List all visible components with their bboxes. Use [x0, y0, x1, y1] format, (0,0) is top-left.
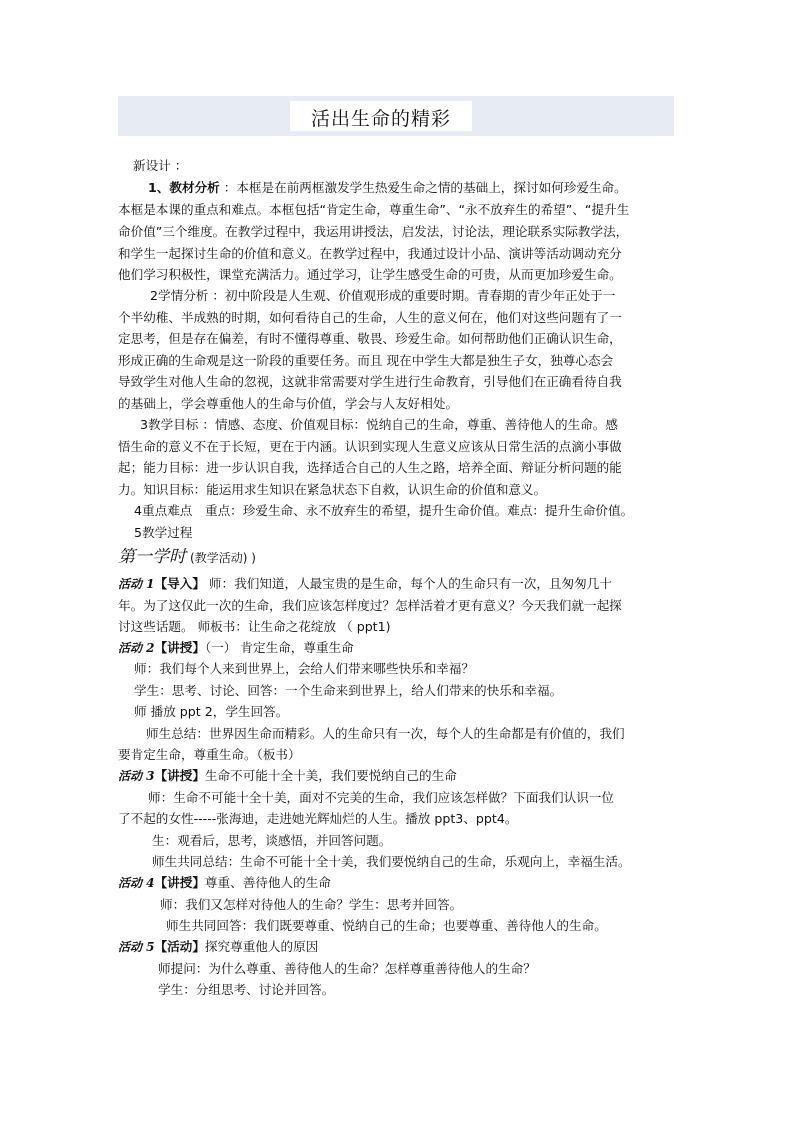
section2-line: 个半幼稚、半成熟的时期，如何看待自己的生命，人生的意义何在，他们对这些问题有了一	[118, 310, 622, 325]
section3-line: 悟生命的意义不在于长短，更在于内涵。认识到实现人生意义应该从日常生活的点滴小事做	[118, 439, 622, 454]
section1-line: 他们学习积极性，课堂充满活力。通过学习，让学生感受生命的可贵，从而更加珍爱生命。	[118, 267, 622, 282]
activity1-line: 年。为了这仅此一次的生命，我们应该怎样度过？怎样活着才更有意义？今天我们就一起探	[118, 598, 622, 613]
activity2-line: 师：我们每个人来到世界上，会给人们带来哪些快乐和幸福？	[134, 661, 475, 676]
section2-line: 导致学生对他人生命的忽视，这就非常需要对学生进行生命教育，引导他们在正确看待自我	[118, 374, 622, 389]
section1-line: 本框是本课的重点和难点。本框包括“肯定生命，尊重生命”、“永不放弃生的希望”、“提升生	[118, 202, 630, 217]
activity2-line: 要肯定生命，尊重生命。（板书）	[118, 747, 301, 762]
activity2-line: 师 播放 ppt 2，学生回答。	[134, 704, 289, 719]
activity1-line: 讨这些话题。 师板书：让生命之花绽放 （ ppt1)	[118, 619, 391, 634]
lesson-note: (教学活动) )	[190, 551, 256, 565]
activity5-tag: 【活动】	[154, 939, 205, 954]
activity3-line: 活动 3【讲授】生命不可能十全十美，我们要悦纳自己的生命	[118, 768, 457, 783]
section5-heading: 5教学过程	[134, 525, 193, 540]
activity1-line: 活动 1【导入】 师：我们知道，人最宝贵的是生命，每个人的生命只有一次，且匆匆几十	[118, 576, 612, 591]
activity3-line: 了不起的女性-----张海迪，走进她光辉灿烂的人生。播放 ppt3、ppt4。	[118, 811, 518, 826]
section3-line: 3教学目标 ：情感、态度、价值观目标：悦纳自己的生命，尊重、善待他人的生命。感	[140, 417, 618, 432]
section1-line: 1、教材分析 ：本框是在前两框激发学生热爱生命之情的基础上，探讨如何珍爱生命。	[148, 180, 627, 195]
activity4-line: 师生共同回答：我们既要尊重、悦纳自己的生命；也要尊重、善待他人的生命。	[166, 918, 607, 933]
design-label: 新设计 ：	[133, 158, 188, 173]
activity2-line: 学生：思考、讨论、回答：一个生命来到世界上，给人们带来的快乐和幸福。	[134, 683, 563, 698]
lesson-heading	[118, 546, 678, 568]
activity5-line: 学生：分组思考、讨论并回答。	[158, 982, 335, 997]
activity3-tag: 【讲授】	[154, 768, 205, 783]
activity4-tag: 【讲授】	[154, 875, 205, 890]
section2-line: 的基础上，学会尊重他人的生命与价值，学会与人友好相处。	[118, 396, 459, 411]
section2-line: 定思考，但是存在偏差，有时不懂得尊重、敬畏、珍爱生命。如何帮助他们正确认识生命，	[118, 331, 622, 346]
activity2-line: 师生总结：世界因生命而精彩。人的生命只有一次，每个人的生命都是有价值的，我们	[146, 726, 625, 741]
lesson-title: 第一学时	[118, 547, 186, 567]
activity5-line: 师提问：为什么尊重、善待他人的生命？怎样尊重善待他人的生命？	[158, 961, 536, 976]
activity2-line: 活动 2【讲授】（一） 肯定生命，尊重生命	[118, 640, 354, 655]
activity3-line: 师生共同总结：生命不可能十全十美，我们要悦纳自己的生命，乐观向上，幸福生活。	[152, 854, 631, 869]
activity2-tag: 【讲授】	[154, 640, 205, 655]
activity1-tag: 【导入】	[154, 576, 205, 591]
section1-line: 和学生一起探讨生命的价值和意义。在教学过程中，我通过设计小品、演讲等活动调动充分	[118, 246, 622, 261]
section3-line: 力。知识目标：能运用求生知识在紧急状态下自救，认识生命的价值和意义。	[118, 482, 547, 497]
activity1-label: 活动 1	[118, 577, 155, 591]
activity4-line: 活动 4【讲授】尊重、善待他人的生命	[118, 875, 331, 890]
section3-line: 起；能力目标：进一步认识自我，选择适合自己的人生之路，培养全面、辩证分析问题的能	[118, 460, 622, 475]
page-title: 活出生命的精彩	[310, 108, 451, 130]
activity4-label: 活动 4	[118, 876, 155, 890]
activity3-label: 活动 3	[118, 769, 155, 783]
section1-line: 命价值”三个维度。在教学过程中，我运用讲授法，启发法，讨论法，理论联系实际教学法，	[118, 224, 629, 239]
activity3-line: 生：观看后，思考，谈感悟，并回答问题。	[152, 833, 392, 848]
section2-line: 2学情分析 ：初中阶段是人生观、价值观形成的重要时期。青春期的青少年正处于一	[150, 288, 616, 303]
activity4-line: 师：我们又怎样对待他人的生命？学生：思考并回答。	[160, 897, 463, 912]
activity5-label: 活动 5	[118, 940, 155, 954]
section4-line: 4重点难点 重点：珍爱生命、永不放弃生的希望，提升生命价值。难点：提升生命价值。	[134, 503, 634, 518]
section2-line: 形成正确的生命观是这一阶段的重要任务。而且 现在中学生大都是独生子女，独尊心态会	[118, 353, 614, 368]
section1-heading: 1、教材分析	[148, 180, 220, 195]
activity3-line: 师：生命不可能十全十美，面对不完美的生命，我们应该怎样做？下面我们认识一位	[148, 790, 614, 805]
activity2-label: 活动 2	[118, 641, 155, 655]
activity5-line: 活动 5【活动】探究尊重他人的原因	[118, 939, 319, 954]
